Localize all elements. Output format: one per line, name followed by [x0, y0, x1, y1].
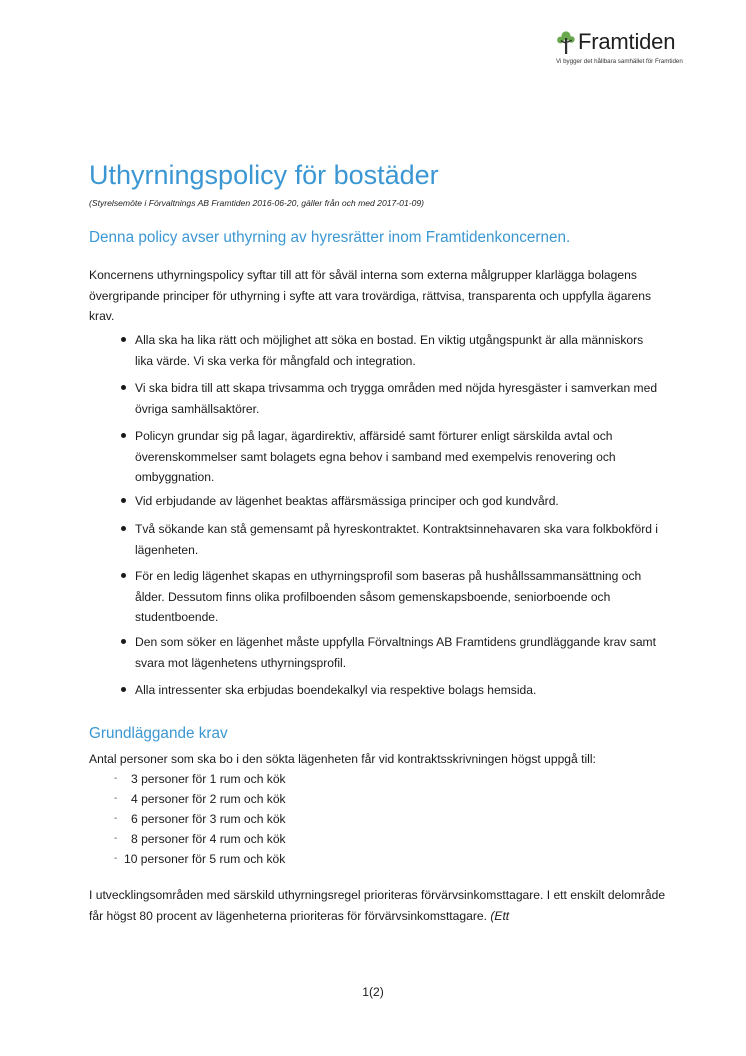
- occupancy-rule: 3 personer för 1 rum och kök: [131, 772, 286, 786]
- dash-marker: -: [114, 773, 118, 784]
- bullet-text: Vi ska bidra till att skapa trivsamma och trygga områden med nöjda hyresgäster i samverkan med övriga samhällsaktörer.: [135, 381, 658, 416]
- closing-paragraph: [89, 885, 669, 926]
- occupancy-rule: 8 personer för 4 rum och kök: [131, 832, 286, 846]
- dash-marker: -: [114, 853, 118, 864]
- basic-requirements-heading: Grundläggande krav: [89, 725, 228, 742]
- bullet-dot: [121, 639, 126, 644]
- bullet-text: Alla ska ha lika rätt och möjlighet att söka en bostad. En viktig utgångspunkt är alla människors lika värde. Vi ska verka för mångfald och integration.: [135, 333, 644, 368]
- list-item: [0, 789, 400, 809]
- bullet-text: Alla intressenter ska erbjudas boendekalkyl via respektive bolags hemsida.: [135, 683, 537, 697]
- logo-wordmark: Framtiden: [578, 29, 676, 54]
- occupancy-rule: 10 personer för 5 rum och kök: [124, 852, 286, 866]
- list-item: [0, 829, 400, 849]
- bullet-dot: [121, 498, 126, 503]
- closing-italic: (Ett: [490, 908, 510, 923]
- bullet-dot: [121, 526, 126, 531]
- bullet-dot: [121, 433, 126, 438]
- bullet-dot: [121, 337, 126, 342]
- bullet-text: Vid erbjudande av lägenhet beaktas affärsmässiga principer och god kundvård.: [135, 494, 559, 508]
- bullet-text: Den som söker en lägenhet måste uppfylla Förvaltnings AB Framtidens grundläggande krav samt svara mot lägenhetens uthyrningsprofil.: [135, 635, 656, 670]
- occupancy-intro: Antal personer som ska bo i den sökta lägenheten får vid kontraktsskrivningen högst uppgå till:: [89, 752, 596, 766]
- dash-marker: -: [114, 833, 118, 844]
- page-number: 1(2): [362, 985, 384, 999]
- bullet-dot: [121, 573, 126, 578]
- dash-marker: -: [114, 793, 118, 804]
- list-item: [0, 769, 400, 789]
- framtiden-logo: [556, 30, 706, 65]
- tree-icon: [556, 30, 576, 54]
- occupancy-rule: 6 personer för 3 rum och kök: [131, 812, 286, 826]
- closing-text: I utvecklingsområden med särskild uthyrningsregel prioriteras förvärvsinkomsttagare. I ett enskilt delområde får högst 80 procent av lägenheterna prioriteras för förvärvsinkomsttagare.: [89, 888, 666, 923]
- page-title: Uthyrningspolicy för bostäder: [89, 160, 439, 190]
- intro-paragraph: Koncernens uthyrningspolicy syftar till att för såväl interna som externa målgrupper klarlägga bolagens övergripande principer för uthyrning i syfte att vara trovärdiga, rättvisa, transparenta och uppfylla ägarens krav.: [89, 268, 651, 323]
- bullet-dot: [121, 687, 126, 692]
- bullet-dot: [121, 385, 126, 390]
- dash-marker: -: [114, 813, 118, 824]
- occupancy-rule: 4 personer för 2 rum och kök: [131, 792, 286, 806]
- list-item: [0, 849, 400, 869]
- policy-scope-heading: Denna policy avser uthyrning av hyresrätter inom Framtidenkoncernen.: [89, 229, 571, 246]
- list-item: [0, 809, 400, 829]
- bullet-text: För en ledig lägenhet skapas en uthyrningsprofil som baseras på hushållssammansättning och ålder. Dessutom finns olika profilboenden såsom gemenskapsboende, seniorboende och studentboende.: [135, 569, 642, 624]
- bullet-text: Två sökande kan stå gemensamt på hyreskontraktet. Kontraktsinnehavaren ska vara folkbokförd i lägenheten.: [135, 522, 658, 557]
- page-subtitle: (Styrelsemöte i Förvaltnings AB Framtiden 2016-06-20, gäller från och med 2017-01-09): [89, 198, 425, 208]
- logo-tagline: Vi bygger det hållbara samhället för Framtiden: [556, 58, 683, 65]
- bullet-text: Policyn grundar sig på lagar, ägardirektiv, affärsidé samt förturer enligt särskilda avtal och överenskommelser samt bolagets egna behov i samband med exempelvis renovering och ombyggnation.: [135, 429, 616, 484]
